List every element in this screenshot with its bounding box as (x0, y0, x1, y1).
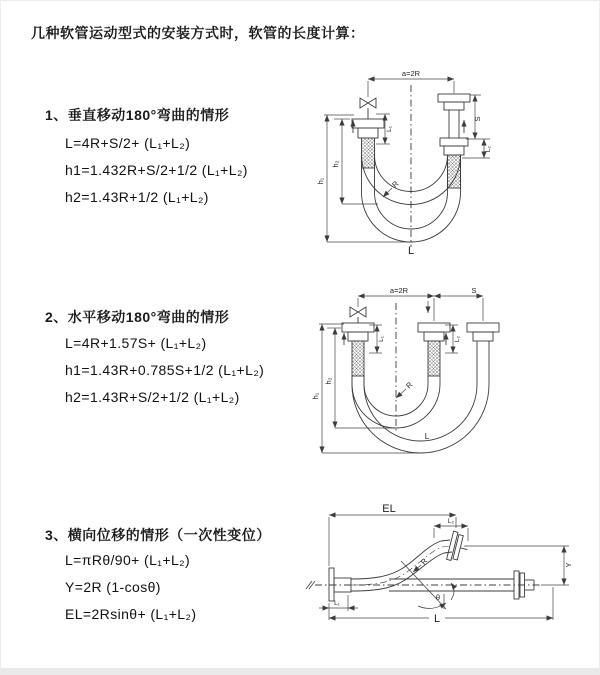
dim-label-h2: h₂ (324, 377, 333, 385)
section-1-heading: 1、垂直移动180°弯曲的情形 (45, 107, 230, 123)
diagram-horizontal-movement-180-bend (311, 281, 600, 461)
hose-s-curve (351, 540, 452, 591)
middle-pipe (418, 323, 450, 376)
hose-assembly (342, 303, 499, 453)
dim-label-theta: θ (435, 593, 441, 602)
dimension-lines (324, 79, 490, 242)
valve-icon (360, 98, 376, 119)
dim-label-a2r: a=2R (401, 69, 421, 78)
dim-label-l2: L₂ (454, 335, 461, 343)
section-3-formula-Y: Y=2R (1-cosθ) (65, 579, 161, 595)
left-pipe (342, 323, 374, 376)
left-pipe (352, 119, 384, 168)
displaced-end-flange (447, 531, 471, 563)
dim-label-h1: h₁ (316, 177, 325, 185)
dim-label-y: Y (564, 562, 573, 568)
dim-label-a2r: a=2R (389, 286, 409, 295)
right-pipe-moved-position (467, 323, 499, 341)
section-3-heading: 3、横向位移的情形（一次性变位） (45, 527, 271, 543)
dim-label-l2: L₂ (485, 145, 492, 153)
break-mark (306, 581, 315, 589)
section-3-formula-EL: EL=2Rsinθ+ (L₁+L₂) (65, 606, 197, 622)
valve-icon (350, 307, 366, 323)
dimension-lines (319, 296, 483, 453)
hose-assembly (306, 531, 541, 609)
diagram-lateral-displacement (301, 501, 600, 666)
section-1-formula-h2: h2=1.43R+1/2 (L₁+L₂) (65, 189, 209, 205)
dim-label-s: S (473, 116, 482, 122)
hose-assembly (352, 85, 470, 247)
dim-label-r: R (418, 556, 430, 567)
scan-edge-artifact (1, 668, 600, 674)
hose-u-bends (352, 341, 489, 453)
section-2-formula-L: L=4R+1.57S+ (L₁+L₂) (65, 335, 207, 351)
dim-label-l1: L₁ (378, 336, 385, 342)
dim-label-l: L (433, 613, 441, 625)
section-1-formula-L: L=4R+S/2+ (L₁+L₂) (65, 135, 191, 151)
dim-label-l1: L₁ (386, 126, 393, 132)
dim-label-el: EL (382, 503, 396, 515)
diagram-vertical-movement-180-bend (316, 69, 496, 259)
section-3-formula-L: L=πRθ/90+ (L₁+L₂) (65, 552, 191, 568)
section-1-formula-h1: h1=1.432R+S/2+1/2 (L₁+L₂) (65, 162, 248, 178)
dim-label-l2: L₂ (447, 518, 455, 525)
dim-label-h1: h₁ (311, 392, 320, 400)
dim-label-l: L (424, 432, 430, 441)
section-2-formula-h1: h1=1.43R+0.785S+1/2 (L₁+L₂) (65, 362, 265, 378)
dim-label-r: R (404, 380, 415, 391)
section-2-formula-h2: h2=1.43R+S/2+1/2 (L₁+L₂) (65, 389, 240, 405)
section-2-heading: 2、水平移动180°弯曲的情形 (45, 309, 230, 325)
dim-label-s: S (471, 286, 477, 295)
page-title: 几种软管运动型式的安装方式时，软管的长度计算： (31, 25, 365, 41)
dim-label-l1: L₁ (334, 600, 340, 607)
dim-label-l: L (407, 245, 415, 257)
dim-label-r: R (390, 179, 401, 190)
dim-label-h2: h₂ (331, 160, 340, 168)
